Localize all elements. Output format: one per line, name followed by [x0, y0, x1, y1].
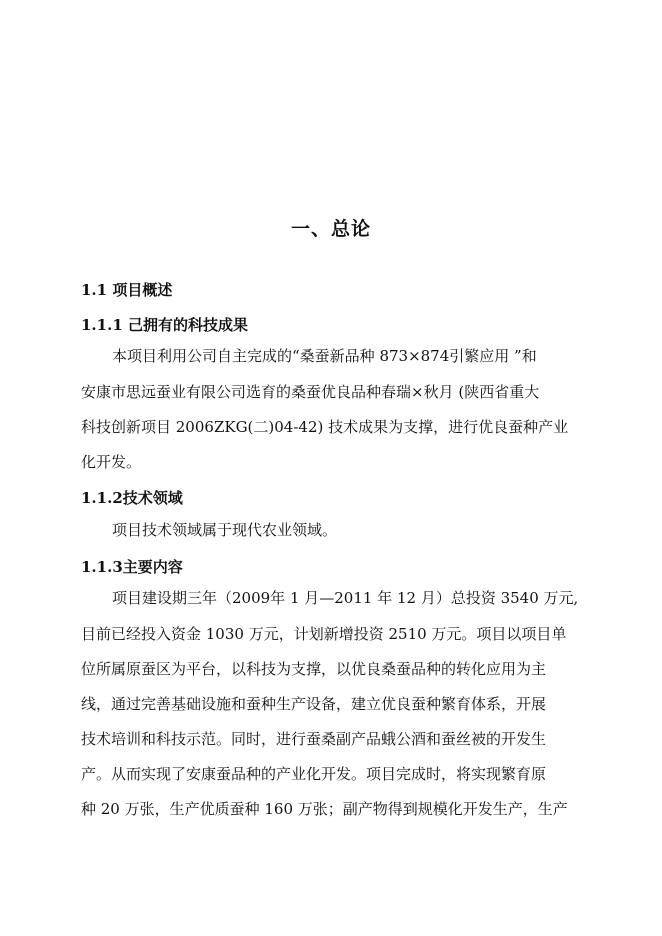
- paragraph-line: 种 20 万张，生产优质蚕种 160 万张；副产物得到规模化开发生产，生产: [81, 800, 568, 818]
- section-heading-1-1-2: 1.1.2技术领域: [81, 489, 183, 507]
- chapter-title: 一、总论: [290, 218, 371, 240]
- paragraph-line: 化开发。: [81, 453, 142, 471]
- section-heading-1-1-1: 1.1.1 己拥有的科技成果: [81, 316, 248, 334]
- paragraph-line: 位所属原蚕区为平台，以科技为支撑，以优良桑蚕品种的转化应用为主: [81, 660, 547, 678]
- section-heading-1-1-3: 1.1.3主要内容: [81, 558, 183, 576]
- paragraph-line: 安康市思远蚕业有限公司选育的桑蚕优良品种春瑞×秋月 (陕西省重大: [81, 383, 540, 401]
- section-heading-1-1: 1.1 项目概述: [81, 281, 173, 299]
- paragraph-line: 项目技术领域属于现代农业领域。: [112, 521, 338, 539]
- paragraph-line: 产。从而实现了安康蚕品种的产业化开发。项目完成时，将实现繁育原: [81, 765, 547, 783]
- paragraph-line: 目前已经投入资金 1030 万元，计划新增投资 2510 万元。项目以项目单: [81, 625, 567, 643]
- paragraph-line: 项目建设期三年（2009年 1 月—2011 年 12 月）总投资 3540 万元,: [112, 589, 579, 607]
- paragraph-line: 科技创新项目 2006ZKG(二)04-42) 技术成果为支撑，进行优良蚕种产业: [81, 418, 569, 436]
- paragraph-line: 技术培训和科技示范。同时，进行蚕桑副产品蛾公酒和蚕丝被的开发生: [81, 730, 547, 748]
- paragraph-line: 本项目利用公司自主完成的“桑蚕新品种 873×874引繁应用 ”和: [112, 347, 537, 365]
- paragraph-line: 线，通过完善基础设施和蚕种生产设备，建立优良蚕种繁育体系，开展: [81, 695, 547, 713]
